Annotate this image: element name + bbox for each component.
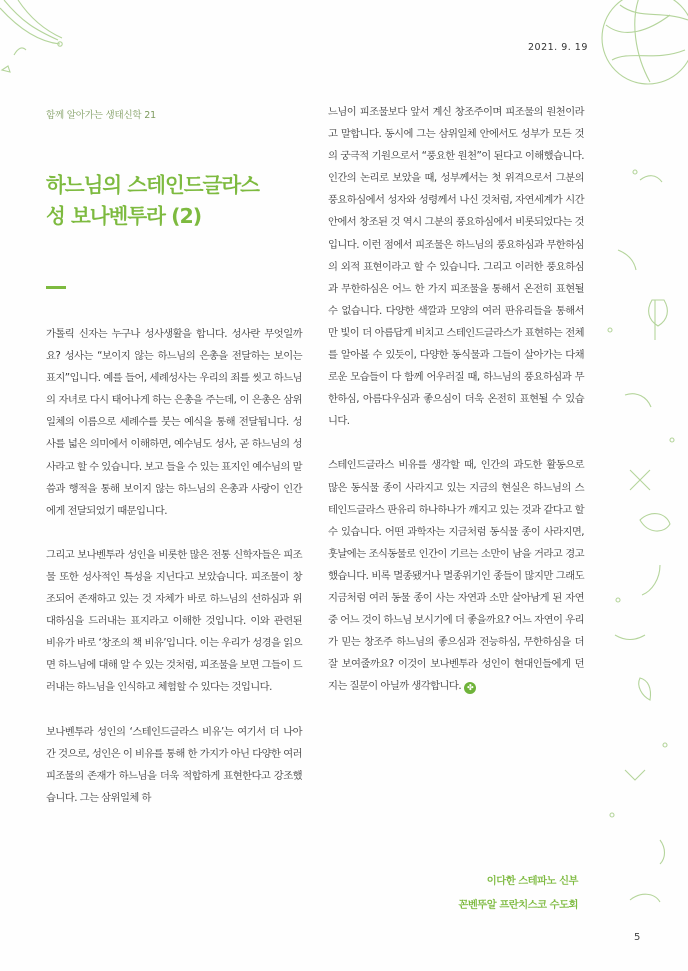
title-line-2: 성 보나벤투라 (2) — [46, 204, 202, 228]
author-name: 이다한 스테파노 신부 — [486, 875, 578, 887]
end-mark-icon: ✤ — [464, 682, 476, 694]
paragraph: 보나벤투라 성인의 ‘스테인드글라스 비유’는 여기서 더 나아간 것으로, 성인은 이 비유를 통해 한 가지가 아닌 다양한 여러 피조물의 존재가 하느님을 더욱 적합하게 표현한다고 강조했습니다. 그는 삼위일체 하 — [46, 725, 302, 804]
left-column — [46, 323, 302, 809]
paragraph-last — [328, 454, 584, 697]
article-title — [46, 170, 306, 232]
paragraph: 느님이 피조물보다 앞서 계신 창조주이며 피조물의 원천이라고 말합니다. 동시에 그는 삼위일체 안에서도 성부가 모든 것의 궁극적 기원으로서 “풍요한 원천”이 된다고 이해했습니다. 인간의 논리로 보았을 때, 성부께서는 첫 위격으로서 그분의 풍요하심에서 성자와 성령께서 나신 것처럼, 자연세계가 시간 안에서 창조된 것 역시 그분의 풍요하심에서 비롯되었다는 것입니다. 이런 점에서 피조물은 하느님의 풍요하심과 무한하심의 외적 표현이라고 할 수 있습니다. 그리고 이러한 풍요하심과 무한하심은 어느 한 가지 피조물을 통해서 온전히 표현될 수 없습니다. 다양한 색깔과 모양의 여러 판유리들을 통해서만 빛이 더 아름답게 비치고 스테인드글라스가 표현하는 전체를 알아볼 수 있듯이, 다양한 동식물과 그들이 살아가는 다채로운 모습들이 다 함께 어우러질 때, 하느님의 풍요하심과 무한하심, 아름다우심과 좋으심이 더욱 온전히 표현될 수 있습니다. — [328, 106, 584, 428]
paragraph: 그리고 보나벤투라 성인을 비롯한 많은 전통 신학자들은 피조물 또한 성사적인 특성을 지닌다고 보았습니다. 피조물이 창조되어 존재하고 있는 것 자체가 바로 하느님의 선하심과 위대하심을 드러내는 표지라고 이해한 것입니다. 이와 관련된 비유가 바로 ‘창조의 책 비유’입니다. 이는 우리가 성경을 읽으면 하느님에 대해 알 수 있는 것처럼, 피조물을 보면 그들이 드러내는 하느님을 인식하고 체험할 수 있다는 것입니다. — [46, 548, 302, 694]
series-label: 함께 알아가는 생태신학 21 — [46, 110, 156, 121]
title-line-1: 하느님의 스테인드글라스 — [46, 173, 259, 197]
author-order: 꼰벤뚜알 프란치스코 수도회 — [458, 899, 578, 911]
page-number: 5 — [634, 932, 641, 943]
title-underline — [46, 286, 66, 289]
paragraph: 가톨릭 신자는 누구나 성사생활을 합니다. 성사란 무엇일까요? 성사는 “보이지 않는 하느님의 은총을 전달하는 보이는 표지”입니다. 예를 들어, 세례성사는 우리의 죄를 씻고 하느님의 자녀로 다시 태어나게 하는 은총을 주는데, 이 은총은 삼위일체의 이름으로 세례수를 붓는 예식을 통해 전달됩니다. 성사를 넓은 의미에서 이해하면, 예수님도 성사, 곧 하느님의 성사라고 할 수 있습니다. 보고 들을 수 있는 표지인 예수님의 말씀과 행적을 통해 보이지 않는 하느님의 은총과 사랑이 인간에게 전달되었기 때문입니다. — [46, 328, 302, 517]
right-column — [328, 101, 584, 697]
issue-date: 2021. 9. 19 — [528, 42, 588, 53]
paragraph-text: 스테인드글라스 비유를 생각할 때, 인간의 과도한 활동으로 많은 동식물 종이 사라지고 있는 지금의 현실은 하느님의 스테인드글라스 판유리 하나하나가 깨지고 있는 것과 같다고 할 수 있습니다. 어떤 과학자는 지금처럼 동식물 종이 사라지면, 훗날에는 조식동물로 인간이 기르는 소만이 남을 거라고 경고했습니다. 비록 멸종됐거나 멸종위기인 종들이 많지만 그래도 지금처럼 여러 동물 종이 사는 자연과 소만 살아남게 된 자연 중 어느 것이 하느님 보시기에 더 좋을까요? 어느 자연이 우리가 믿는 창조주 하느님의 좋으심과 전능하심, 무한하심을 더 잘 보여줄까요? 이것이 보나벤투라 성인이 현대인들에게 던지는 질문이 아닐까 생각합니다. — [328, 459, 584, 693]
